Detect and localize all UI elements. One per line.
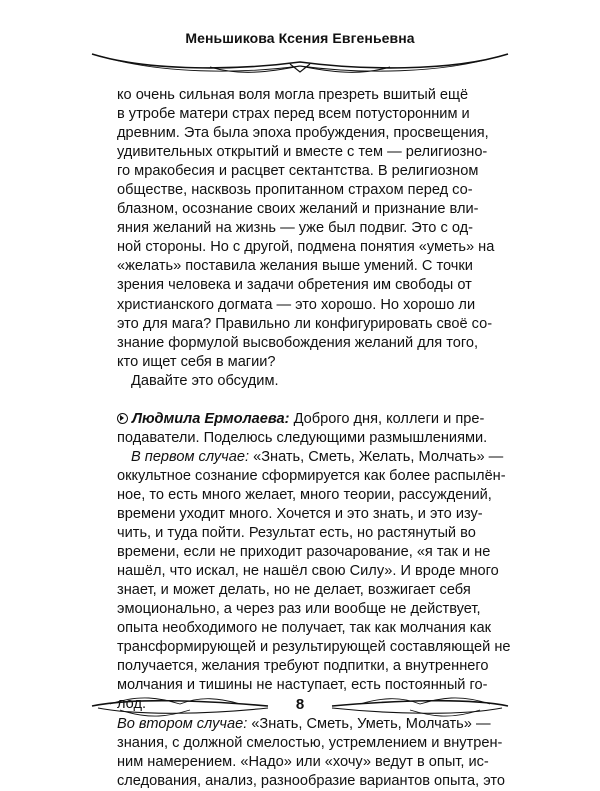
running-footer (90, 690, 510, 726)
header-ornament-icon (90, 50, 510, 80)
text-line: древним. Эта была эпоха пробуждения, просвещения, (117, 125, 489, 142)
text-line: знания, с должной смелостью, устремлением и внутрен- (117, 734, 503, 751)
running-header (90, 26, 510, 82)
text-line: яния желаний на жизнь — уже был подвиг. Это с од- (117, 220, 473, 237)
page-body (117, 86, 511, 791)
text-line: удивительных открытий и вместе с тем — религиозно- (117, 144, 488, 161)
text-line: молчания и тишины не наступает, есть постоянный го- (117, 677, 488, 694)
text-line: лод. (117, 696, 147, 713)
page-number: 8 (295, 696, 305, 713)
text-line: знает, и может делать, но не делает, возжигает себя (117, 582, 471, 599)
text-line: блазном, осознание своих желаний и признание вли- (117, 201, 479, 218)
paragraph-gap (117, 391, 507, 410)
text-line: кто ищет себя в магии? (117, 353, 276, 370)
text-line: зрения человека и задачи обретения им свободы от (117, 277, 472, 294)
case1-heading-line (117, 448, 507, 467)
header-author: Меньшикова Ксения Евгеньевна (185, 30, 415, 46)
text-line: эмоционально, а через раз или вообще не действует, (117, 601, 481, 618)
play-bullet-icon (117, 413, 128, 424)
footer-ornament-right-icon (330, 692, 510, 722)
case2-formula: «Знать, Сметь, Уметь, Молчать» — (247, 715, 491, 732)
text-line: времени, если не приходит разочарование, «я так и не (117, 544, 491, 561)
text-line: ной стороны. Но с другой, подмена понятия «уметь» на (117, 239, 495, 256)
text-line: следования, анализ, разнообразие вариантов опыта, это (117, 772, 506, 789)
text-line: в утробе матери страх перед всем потусторонним и (117, 106, 470, 123)
text-line: Давайте это обсудим. (131, 372, 279, 389)
text-line: это для мага? Правильно ли конфигурировать своё со- (117, 315, 493, 332)
text-line: ко очень сильная воля могла презреть вшитый ещё (117, 87, 469, 103)
text-line: опыта необходимого не получает, так как молчания как (117, 620, 492, 637)
text-line: «желать» поставила желания выше умений. С точки (117, 258, 473, 275)
speaker-greeting: Доброго дня, коллеги и пре- (289, 410, 485, 427)
case2-label: Во втором случае: (117, 715, 248, 732)
text-line: получается, желания требуют подпитки, а внутреннего (117, 658, 489, 675)
text-line: го мракобесия и расцвет сектантства. В религиозном (117, 163, 479, 180)
footer-ornament-left-icon (90, 692, 270, 722)
text-line: времени уходит много. Хочется и это знать, и это изу- (117, 505, 483, 522)
text-line: ное, то есть много желает, много теории, рассуждений, (117, 486, 492, 503)
text-line: знание формулой высвобождения желаний для того, (117, 334, 479, 351)
speaker-line (117, 410, 507, 429)
text-line: подаватели. Поделюсь следующими размышлениями. (117, 429, 488, 446)
speaker-name: Людмила Ермолаева: (132, 410, 290, 427)
text-line: трансформирующей и результирующей составляющей не (117, 639, 511, 656)
case1-formula: «Знать, Сметь, Желать, Молчать» — (249, 448, 504, 465)
case1-label: В первом случае: (131, 448, 250, 465)
text-line: христианского догмата — это хорошо. Но хорошо ли (117, 296, 476, 313)
text-line: чить, и туда пойти. Результат есть, но растянутый во (117, 525, 476, 542)
text-line: оккультное сознание сформируется как более распылён- (117, 467, 506, 484)
text-line: обществе, насквозь пропитанном страхом перед со- (117, 182, 473, 199)
text-line: ним намерением. «Надо» или «хочу» ведут в опыт, ис- (117, 753, 489, 770)
text-line: нашёл, что искал, не нашёл свою Силу». И вроде много (117, 563, 499, 580)
